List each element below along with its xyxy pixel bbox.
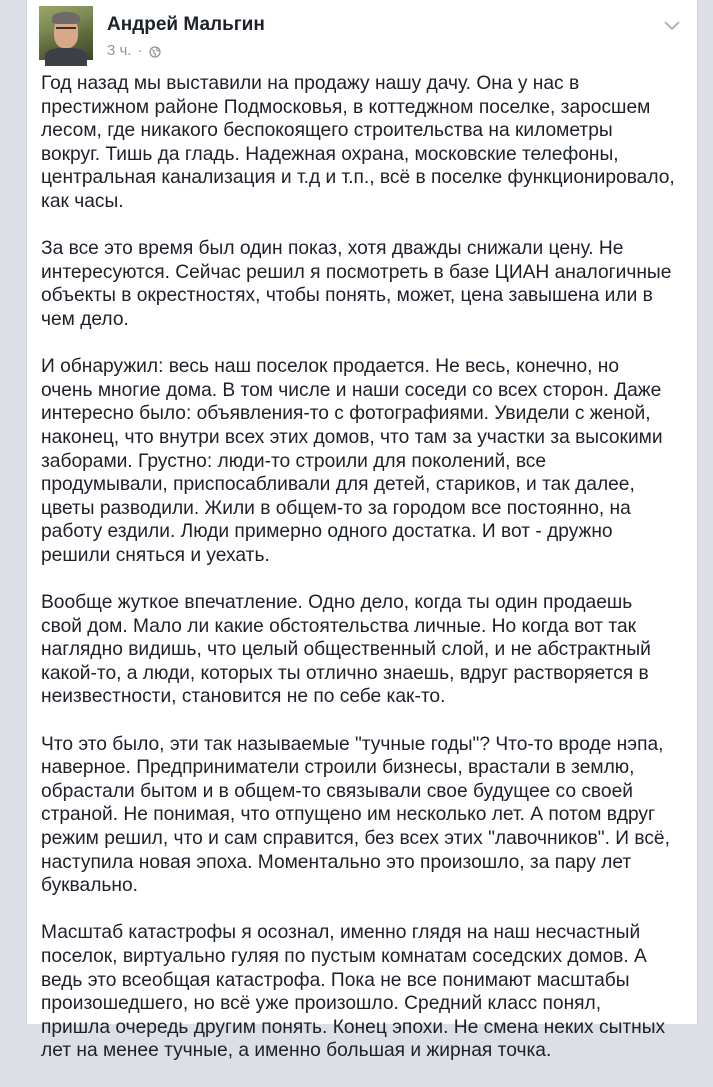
post-paragraph: Что это было, эти так называемые "тучные годы"? Что-то вроде нэпа, наверное. Предприниматели строили бизнесы, врастали в землю, обрастали бытом и в общем-то связывали свое будущее со своей страной. Не понимая, что отпущено им несколько лет. А потом вдруг режим решил, что и сам справится, без всех этих "лавочников". И всё, наступила новая эпоха. Моментально это произошло, за пару лет буквально. <box>41 733 670 897</box>
post-paragraph: Год назад мы выставили на продажу нашу дачу. Она у нас в престижном районе Подмосковья, в коттеджном поселке, заросшем лесом, где никакого беспокоящего строительства на километры вокруг. Тишь да гладь. Надежная охрана, московские телефоны, центральная канализация и т.д и т.п., всё в поселке функционировало, как часы. <box>41 73 675 212</box>
post-paragraph: За все это время был один показ, хотя дважды снижали цену. Не интересуются. Сейчас решил я посмотреть в базе ЦИАН аналогичные объекты в окрестностях, чтобы понять, может, цена завышена или в чем дело. <box>41 238 672 330</box>
globe-icon[interactable] <box>149 45 161 57</box>
post-paragraph: Вообще жуткое впечатление. Одно дело, когда ты один продаешь свой дом. Мало ли какие обстоятельства личные. Но когда вот так наглядно видишь, что целый общественный слой, и не абстрактный какой-то, а люди, которых ты отлично знаешь, вдруг растворяется в неизвестности, становится не по себе как-то. <box>41 592 651 708</box>
author-name[interactable]: Андрей Мальгин <box>107 14 265 35</box>
chevron-down-icon[interactable] <box>663 20 681 32</box>
post-paragraph: Масштаб катастрофы я осознал, именно глядя на наш несчастный поселок, виртуально гуляя по пустым комнатам соседских домов. А ведь это всеобщая катастрофа. Пока не все понимают масштабы произошедшего, но всё уже произошло. Средний класс понял, пришла очередь другим понять. Конец эпохи. Не смена неких сытных лет на менее тучные, а именно большая и жирная точка. <box>41 922 666 1062</box>
post-timestamp[interactable]: 3 ч. <box>107 42 132 59</box>
post-paragraph: И обнаружил: весь наш поселок продается. Не весь, конечно, но очень многие дома. В том числе и наши соседи со всех сторон. Даже интересно было: объявления-то с фотографиями. Увидели с женой, наконец, что внутри всех этих домов, что там за участки за высокими заборами. Грустно: люди-то строили для поколений, все продумывали, приспосабливали для детей, стариков, и так далее, цветы разводили. Жили в общем-то за городом все постоянно, на работу ездили. Люди примерно одного достатка. И вот - дружно решили сняться и уехать. <box>41 356 663 566</box>
post-card <box>26 0 698 1062</box>
avatar[interactable] <box>39 6 93 60</box>
post-body <box>41 72 689 1087</box>
meta-separator: · <box>137 42 143 59</box>
post-meta <box>107 42 161 59</box>
